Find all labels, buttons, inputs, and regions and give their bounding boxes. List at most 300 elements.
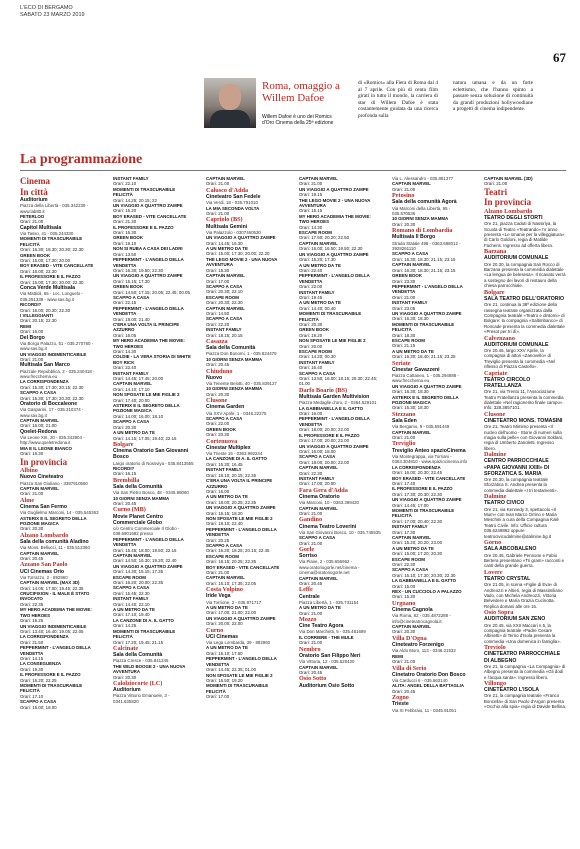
venue-name: Nuovo <box>206 374 223 381</box>
showtimes: Orari: 17.00; 20.00; 22.00 <box>299 438 350 444</box>
venue-address: Via Gasparini, 17 - 035.310374 - www.sas.bg.it <box>20 407 84 418</box>
showtimes: Orari: 16.00; 20.30; 22.30 <box>20 307 71 313</box>
showtimes: Orari: 14.45; 17.00 <box>392 502 429 508</box>
film-title: CAPTAIN MARVEL (3D) <box>484 176 533 181</box>
venue-address: Via Trieste 15 - 0363.992244 <box>206 451 263 457</box>
town-name: Azzano San Paolo <box>20 561 68 569</box>
venue-name: Nuovo Cineteatro <box>20 474 64 481</box>
venue-name: TEATRO CIVICO <box>484 500 525 507</box>
venue-address: Piazza Cattaneo, 1 - 035.294888 - www.frecchema.eu <box>392 373 459 384</box>
showtimes: Orari: 15.10; 17.35; 22.05 <box>206 580 257 586</box>
showtimes: Orari: 20.00; 22.00 <box>206 621 243 627</box>
town-name: Nembro <box>299 645 321 653</box>
town-name: Romano di Lombardia <box>392 227 453 235</box>
film-title: REX - UN CUCCIOLO A PALAZZO <box>392 589 462 595</box>
film-title: BOY ERASED - VITE CANCELLATE <box>392 475 466 481</box>
showtimes: Orari: 16.50; 19.20 <box>206 677 243 683</box>
film-title: IL PROFESSORE E IL PAZZO <box>299 432 360 438</box>
venue-name: Cinema Cagnola <box>392 607 433 614</box>
showtimes: Orari: 20.30 <box>392 221 416 227</box>
venue-address: Via Don Marchetti, 5 - 035.461699 <box>299 629 366 635</box>
film-title: A UN METRO DA TE <box>206 605 248 611</box>
venue-address: Via Mons. Bellucci, 11 - 035.512360 <box>20 545 90 551</box>
venue-name: Multisala San Marco <box>20 362 70 369</box>
showtimes: Orari: 19.10 <box>113 240 137 246</box>
showtimes: Orari: 17.00 <box>206 694 230 700</box>
venue-address: Via Mattioli, 65 - Loc. Longuelo - 035.251339 - www.sas.bg.it <box>20 291 83 302</box>
town-name: Lovere <box>484 568 503 576</box>
venue-name: Trieste <box>392 701 409 708</box>
film-title: INSTANT FAMILY <box>206 467 242 473</box>
town-name: Darfo Boario (BS) <box>299 386 348 394</box>
showtimes: Orari: 21.00 <box>299 540 323 546</box>
venue-name: Sorriso <box>299 553 318 560</box>
film-title: UN VIAGGIO A QUATTRO ZAMPE <box>299 186 369 192</box>
venue-name: Iride Vega <box>206 593 231 600</box>
venue-address: Via San Pietro Bosco, 48 - 0345.98060 <box>113 490 189 496</box>
film-title: A UN METRO DA TE <box>113 430 155 436</box>
showtimes: Orari: 22.30 <box>299 470 323 476</box>
film-title: SCAPPO A CASA <box>20 699 57 705</box>
film-title: PEPPERMINT - L'ANGELO DELLA VENDETTA <box>299 273 370 284</box>
showtimes: Orari: 16.30 <box>20 451 44 457</box>
showtimes: Orari: 16.30; 18.30; 21.15; 23.15 <box>392 267 456 273</box>
film-title: CAPTAIN MARVEL <box>20 550 59 556</box>
event-description: Ore 21.05, in scena «Figlie di Eva» di Andreozzi e Altieri, regia di Massimiliano Vado, con Michela Andreozzi, Vittoria Belvedere e Maria Grazia Cucinotta. Replica domani alle ore 16. <box>484 582 563 609</box>
film-title: UN VIAGGIO INDIMENTICABILE <box>20 351 87 357</box>
teaser-title: Roma, omaggio a Willem Dafoe <box>262 80 340 104</box>
film-title: IL CORRIERE - THE MULE <box>299 634 354 640</box>
venue-name: Cinestar Gavazzeni <box>392 366 440 373</box>
film-title: ESCAPE ROOM <box>299 349 332 354</box>
showtimes: Orari: 21.00 <box>299 181 323 187</box>
showtimes: Orari: 15.30 <box>206 267 230 273</box>
venue-name: Multisala Il Borgo <box>392 234 436 241</box>
showtimes: Orari: 14.50 <box>206 310 230 316</box>
venue-address: Via Palazzolo - 0307460530 <box>206 229 261 235</box>
film-title: 10 GIORNI SENZA MAMMA <box>392 216 449 222</box>
film-title: SCAPPO A CASA <box>206 283 243 289</box>
film-title: BOY ERASED - VITE CANCELLATE <box>206 564 280 570</box>
venue-address: Piazza Medaglie d'oro, 2 - 0364.529101 <box>299 400 377 406</box>
showtimes: Orari: 21.15 <box>392 343 416 349</box>
town-name: Villa D'Ogna <box>392 634 427 642</box>
film-title: SCAPPO A CASA <box>392 251 429 257</box>
film-title: UN VIAGGIO A QUATTRO ZAMPE <box>392 310 462 316</box>
showtimes: Orari: 13.50 <box>113 251 137 257</box>
film-title: CAPTAIN MARVEL <box>392 624 431 630</box>
showtimes: Orari: 22.35 <box>20 601 44 607</box>
listing-column-4 <box>299 176 381 689</box>
venue-name: Cinema Oratorio <box>299 493 340 500</box>
film-title: INSTANT FAMILY <box>299 289 335 295</box>
venue-address: Via Carducci 6 - 035.663140 <box>392 677 448 683</box>
film-title: PEPPERMINT - L'ANGELO DELLA VENDETTA <box>113 536 184 548</box>
film-title: LA CORRISPONDENZA <box>392 464 441 470</box>
town-name: Villongo <box>484 680 507 688</box>
showtimes: Orari: 20.30 <box>299 321 323 327</box>
showtimes: Orari: 13.50; 16.00; 18.15; 20.30; 22.45; 01.00 <box>299 376 378 387</box>
venue-address: Via Leone XIII, 20 - 035.343904 - http://www.qoeletredona.it <box>20 435 85 446</box>
film-title: PETERLOO <box>20 214 45 220</box>
venue-name: Cinema Teatro Loverini <box>299 523 357 530</box>
showtimes: Orari: 16.20; 20.00; 22.35 <box>113 580 164 586</box>
venue-address: Strada Statale 498 - 0363.688012 - 3928261110 <box>392 240 461 252</box>
showtimes: Orari: 16.10; 17.50 <box>206 650 243 656</box>
film-title: MIA E IL LEONE BIANCO <box>20 445 72 451</box>
film-title: LA GABBIANELLA E IL GATTO <box>392 578 457 584</box>
showtimes: Orari: 16.30; 18.40; 21.15; 23.25 <box>392 354 456 360</box>
showtimes: Orari: 20.45 <box>299 581 323 587</box>
showtimes: Orari: 14.40; 00.40 <box>299 305 336 311</box>
film-title: PEPPERMINT - L'ANGELO DELLA VENDETTA <box>392 283 463 295</box>
film-title: A UN METRO DA TE <box>206 645 248 651</box>
film-title: MOMENTI DI TRASCURABILE FELICITÀ <box>113 628 176 640</box>
film-title: GREEN BOOK <box>392 273 423 279</box>
venue-name: Treviglio Anteo spazioCinema <box>392 447 466 454</box>
showtimes: Orari: 21.00 <box>206 211 230 217</box>
film-title: SCAPPO A CASA <box>113 294 150 300</box>
showtimes: Orari: 21.00 <box>206 181 230 187</box>
venue-name: UCI Cinemas <box>206 633 238 640</box>
venue-name: CENTRO PARROCCHIALE «PAPA GIOVANNI XXIII» DI SFORZATICA S. MARIA <box>484 458 550 477</box>
film-title: ESCAPE ROOM <box>392 337 425 343</box>
film-title: REMI <box>20 323 31 329</box>
town-name: Dalmine <box>484 493 507 501</box>
showtimes: Orari: 15.00; 17.30; 20.00; 22.20 <box>206 251 270 257</box>
event-description: Ore 20.45, via XXII Maccari n.5, la compagnia teatrale «Padre Cesare Albisetti» di Terno d'Isola presenta la commedia «Una domenica in famiglia». <box>484 622 561 644</box>
film-title: PEPPERMINT - L'ANGELO DELLA VENDETTA <box>206 526 277 538</box>
venue-name: AUDITORIUM COMUNALE <box>484 341 549 348</box>
lead-text-1: di «Romics» alla Fiera di Roma dal 4 al 7 aprile. Con più di cento film girati in tutto il mondo, la carriera di star di Willem Dafoe è stata costantemente guidata da una ricerca profonda sulla <box>358 80 438 119</box>
film-title: NON SPOSATE LE MIE FIGLIE 2 <box>299 338 366 344</box>
town-name: Capriate <box>484 369 508 377</box>
film-title: RICORDI? <box>113 465 135 471</box>
showtimes: Orari: 20.30 <box>113 674 137 680</box>
film-title: MY HERO ACADEMIA THE MOVIE: TWO HEROES <box>299 213 371 225</box>
town-name: Clusone <box>206 397 228 405</box>
showtimes: Orari: 14.50; 16.30; 19.20; 22.40 <box>113 558 177 564</box>
film-title: ESCAPE ROOM <box>299 230 332 236</box>
showtimes: Orari: 22.00 <box>206 421 230 427</box>
film-title: CAPTAIN MARVEL <box>299 240 338 246</box>
showtimes: Orari: 23.30 <box>392 278 416 284</box>
showtimes: Orari: 17.50; 20.20; 22.50 <box>299 235 350 241</box>
film-title: 10 GIORNI SENZA MAMMA <box>113 495 170 501</box>
venue-name: SALA ABCOBALENO <box>484 546 537 553</box>
showtimes: Orari: 15.00; 17.30; 20.00 <box>20 258 71 264</box>
film-title: SCAPPO A CASA <box>113 585 150 591</box>
showtimes: Orari: 17.10 <box>20 693 44 699</box>
venue-name: Sala Eden <box>392 418 417 425</box>
venue-name: CINETEATRO MONS. TOMASINI <box>484 418 563 424</box>
town-name: Seriate <box>392 359 411 367</box>
film-title: ASTERIX E IL SEGRETO DELLA POZIONE MAGICA <box>20 515 87 527</box>
venue-address: Via Montegrappa, via Torriani - 0363.304810 - www.spaziocinema.info <box>392 453 468 465</box>
film-title: REMI <box>392 653 403 659</box>
town-name: Calolziocorte (LC) <box>113 679 163 687</box>
showtimes: Orari: 19.00; 21.40 <box>113 316 150 322</box>
section-heading: Teatri <box>484 186 508 197</box>
venue-name: Sala della Comunità <box>113 483 163 490</box>
showtimes: Orari: 14.30; 15.15; 17.35 <box>113 569 164 575</box>
town-name: Dalmine <box>484 451 507 459</box>
town-name: Calcinate <box>113 644 139 652</box>
venue-address: Via XXV Aprile, 1 - 0346.22275 <box>206 410 267 416</box>
film-title: MOMENTI DI TRASCURABILE FELICITÀ <box>20 236 83 247</box>
showtimes: Orari: 20.45 <box>206 362 230 368</box>
venue-name: TEATRO CIRCOLO FRATELLANZA <box>484 376 531 389</box>
film-title: MOMENTI DI TRASCURABILE FELICITÀ <box>299 311 362 322</box>
showtimes: Orari: 16.30; 18.30 <box>392 316 429 322</box>
showtimes: Orari: 16.20; 22.25 <box>20 677 57 683</box>
town-name: Osio Sopra <box>484 609 514 617</box>
showtimes: Orari: 16.30; 18.30 <box>392 389 429 395</box>
showtimes: Orari: 20.15; 22.30 <box>20 318 57 324</box>
showtimes: Orari: 15.20; 20.20; 23.00 <box>392 540 443 546</box>
showtimes: Orari: 22.40 <box>113 365 137 371</box>
town-name: Gorno <box>484 539 502 547</box>
town-name: Leffe <box>299 586 313 594</box>
film-title: 10 GIORNI SENZA MAMMA <box>206 356 263 362</box>
teaser-text: Willem Dafoe è uno dei Romics d'Oro Cinema della 25ª edizione <box>262 114 334 127</box>
venue-address: Via Marconi della Libertà, 95 - 035.570536 <box>392 205 451 217</box>
showtimes: Orari: 21.50 <box>20 639 44 645</box>
showtimes: Orari: 13.40; 16.40; 19.05; 22.05 <box>20 628 84 634</box>
film-title: A UN METRO DA TE <box>392 348 434 354</box>
venue-name: Movie Planet Centro Commerciale Globo <box>113 513 163 526</box>
town-name: Gandino <box>299 516 323 524</box>
showtimes: Orari: 20.45 <box>113 500 137 506</box>
town-name: Urgnano <box>392 599 416 607</box>
showtimes: Orari: 15.30; 16.45 <box>206 461 243 467</box>
showtimes: Orari: 14.20; 00.30 <box>299 354 336 360</box>
town-name: Curno (MB) <box>113 506 146 514</box>
film-title: COLDIE - LA VERA STORIA DI WHITE BOY RICK <box>113 354 191 365</box>
film-title: UN VIAGGIO INDIMENTICABILE <box>20 623 87 629</box>
showtimes: Orari: 15.00; 17.30; 20.00; 22.30 <box>20 279 84 285</box>
showtimes: Orari: 21.00 <box>20 356 44 362</box>
showtimes: Orari: 20.45 <box>20 556 44 562</box>
venue-address: Piazzale Repubblica, 2 - 035.240418 - www.frecchema.eu <box>20 368 95 379</box>
showtimes: Orari: 15.15 <box>299 208 323 214</box>
venue-name: Multisala Gemini <box>206 223 248 230</box>
showtimes: Orari: 16.15; 18.20 <box>206 510 243 516</box>
film-title: INSTANT FAMILY <box>113 176 149 181</box>
showtimes: Orari: 20.45 <box>299 669 323 675</box>
showtimes: Orari: 21.00 <box>392 186 416 192</box>
film-title: A UN METRO DA TE <box>113 607 155 613</box>
film-title: GREEN BOOK <box>206 426 237 432</box>
showtimes: Orari: 14.05; 17.00; 19.45; 22.35 <box>20 585 84 591</box>
venue-name: UCI Cinemas Orio <box>20 568 65 575</box>
showtimes: Orari: 16.00; 16.50; 19.50; 22.30 <box>299 246 363 252</box>
film-title: NON SI RUBA A CASA DEI LADRI <box>113 246 183 252</box>
page-number: 67 <box>553 50 566 65</box>
event-description: Ore 21, Teatro Mimimo presenta «Il nucleo dell'uomo - Storie di numeri sulla magia sulla pelle» con Giovanni Soldani, regia di Umberto Zanoletti. Ingresso libero. <box>484 424 564 451</box>
showtimes: Orari: 14.25; 20.15; 22 <box>113 197 157 203</box>
town-name: Bolgare <box>484 288 505 296</box>
showtimes: Orari: 14.25 <box>113 623 137 629</box>
showtimes: Orari: 22.15 <box>113 300 137 306</box>
venue-address: Piazza San Giuliano - 3387910560 <box>20 480 88 486</box>
showtimes: Orari: 20.30 <box>392 629 416 635</box>
showtimes: Orari: 15.30; 17.30; 20.15; 22.30 <box>20 384 84 390</box>
listing-column-3 <box>206 176 288 700</box>
film-title: INSTANT FAMILY <box>392 524 428 530</box>
film-title: CAPTAIN MARVEL <box>113 553 152 558</box>
showtimes: Orari: 22.00 <box>299 284 323 290</box>
showtimes: Orari: 16.00 <box>206 488 230 494</box>
film-title: CAPTAIN MARVEL <box>299 505 338 511</box>
showtimes: Orari: 14.15 <box>20 655 44 661</box>
venue-name: CINETEATRO PARROCCHIALE DI ALBEGNO <box>484 651 561 664</box>
showtimes: Orari: 17.30 <box>392 529 416 535</box>
venue-address: Via Torrazzo, 2 - 892960 <box>20 574 68 580</box>
film-title: LA MIA SECONDA VOLTA <box>206 205 260 211</box>
venue-address: Via Aldo Moro, 113 - 0346.21532 <box>392 648 456 654</box>
venue-name: Centrale <box>299 593 320 600</box>
venue-name: Auditorium <box>113 687 141 694</box>
venue-address: Via Tasso, 41 - 035.244330 <box>20 231 74 237</box>
film-title: NON SPOSATE LE MIE FIGLIE 2 <box>206 672 273 678</box>
film-title: CAPTAIN MARVEL <box>206 176 245 181</box>
film-title: SCAPPO A CASA <box>299 535 336 541</box>
venue-address: Via Bergamo, 9 - 035.591449 <box>392 424 450 430</box>
showtimes: Orari: 21.30 <box>113 219 137 225</box>
film-title: IL PROFESSORE E IL PAZZO <box>20 672 81 678</box>
film-title: LA GABBIANELLA E IL GATTO <box>299 405 364 411</box>
showtimes: Orari: 17.00 <box>206 278 230 284</box>
venue-name: Sala della comunità Agorà <box>392 199 457 206</box>
showtimes: Orari: 20.25 <box>206 537 230 543</box>
showtimes: Orari: 18.00; 20.00; 22.00 <box>299 427 350 433</box>
venue-name: Auditorium Osio Sotto <box>299 682 355 689</box>
town-name: Stezzano <box>392 410 416 418</box>
film-title: NON SPOSATE LE MIE FIGLIE 2 <box>206 515 273 521</box>
venue-address: Piazza Vittorio Emanuele, 3 - 0341.635820 <box>113 693 170 704</box>
film-title: SCAPPO A CASA <box>299 454 336 460</box>
venue-address: Via L. Alessandro - 035.881377 <box>392 176 454 181</box>
venue-name: AUDITORIUM COMUNALE <box>484 255 549 262</box>
town-name: Capriolo (BS) <box>206 216 243 224</box>
film-title: INSTANT FAMILY <box>113 370 149 376</box>
showtimes: Orari: 18.10; 20.15; 22.35 <box>206 472 257 478</box>
showtimes: Orari: 21.00 <box>299 640 323 646</box>
film-title: CAPTAIN MARVEL <box>299 575 338 581</box>
showtimes: Orari: 15.45; 22.30 <box>113 590 150 596</box>
town-name: Mozzo <box>299 616 317 624</box>
film-title: MOMENTI DI TRASCURABILE FELICITÀ <box>113 186 176 198</box>
film-title: CAPTAIN MARVEL (MAX 3D) <box>20 580 80 586</box>
town-name: Osio Sotto <box>299 675 327 683</box>
film-title: UN VIAGGIO A QUATTRO ZAMPE <box>392 497 462 503</box>
section-heading: In provincia <box>20 456 68 467</box>
film-title: A UN METRO DA TE <box>206 494 248 500</box>
film-title: CAPTAIN MARVEL <box>206 575 245 581</box>
film-title: SCAPPO A CASA <box>206 416 243 422</box>
showtimes: Orari: 20.30; 22.10 <box>206 289 243 295</box>
film-title: THE LEGO MOVIE 2 - UNA NUOVA AVVENTURA <box>299 197 371 209</box>
film-title: CAPTAIN MARVEL <box>299 465 338 471</box>
venue-name: Capitol Multisala <box>20 224 62 231</box>
venue-name: Del Borgo <box>20 334 45 341</box>
film-title: PEPPERMINT - L'ANGELO DELLA VENDETTA <box>299 416 370 427</box>
film-title: INSTANT FAMILY <box>299 475 335 481</box>
venue-name: CINETEATRO L'ISOLA <box>484 687 540 694</box>
showtimes: Orari: 17.30; 20.30; 22.30 <box>392 491 443 497</box>
film-title: ESCAPE ROOM <box>113 574 146 580</box>
showtimes: Orari: 22.40 <box>299 267 323 273</box>
film-title: A UN METRO DA TE <box>299 262 341 268</box>
event-description: Ore 21, la compagnia «La Compagnia» di Albegno presenta la commedia «Gli dodi e l'acqua santa». Ingresso libero. <box>484 663 566 680</box>
showtimes: Orari: 16.00; 20.30; 22.45 <box>392 470 443 476</box>
venue-address: Via Lega Lombarda, 39 - 892960 <box>206 640 271 646</box>
film-title: A UN METRO DA TE <box>206 246 248 252</box>
showtimes: Orari: 18.00; 20.25; 22.35 <box>206 499 257 505</box>
film-title: C'ERA UNA VOLTA IL PRINCIPE AZZURRO <box>113 321 180 333</box>
film-title: MY HERO ACADEMIA THE MOVIE: TWO HEROES <box>20 607 92 618</box>
newspaper-name: L'ECO DI BERGAMO <box>20 5 73 11</box>
venue-name: Oratorio San Filippo Neri <box>299 652 361 659</box>
film-title: THE WILD BOOGE 2 - UNA NUOVA AVVENTURA <box>113 663 186 675</box>
town-name: Costa Volpino <box>206 586 243 594</box>
venue-address: Via Borgo Palazzo, 51 - 035.270760 - www.sas.bg.it <box>20 340 94 352</box>
film-title: IL PROFESSORE E IL PAZZO <box>113 224 174 230</box>
venue-name: Qoelet-Redona <box>20 428 57 435</box>
film-title: ALITA: ANGEL DELLA BATTAGLIA <box>392 683 465 689</box>
film-title: LA CORRISPONDENZA <box>20 634 69 640</box>
section-title: La programmazione <box>20 152 143 167</box>
town-name: Albino <box>20 467 38 475</box>
showtimes: Orari: 16.00; 21.00 <box>20 423 57 429</box>
showtimes: Orari: 21.00 <box>206 570 230 575</box>
film-title: CAPTAIN MARVEL <box>392 429 431 435</box>
showtimes: Orari: 17.00; 20.00 <box>299 481 336 487</box>
town-name: Casazza <box>206 337 228 345</box>
town-name: Cortenuova <box>206 437 238 445</box>
section-rule <box>20 170 566 171</box>
film-title: C'ERA UNA VOLTA IL PRINCIPE AZZURRO <box>206 478 273 489</box>
venue-address: Piazza della Libertà - 035.342239 - www.lab80.it <box>20 203 89 214</box>
town-name: Bolgare <box>113 440 134 448</box>
town-name: Chiuduno <box>206 367 233 375</box>
showtimes: Orari: 14.45; 22.35; 01.00 <box>206 667 257 673</box>
film-title: MOMENTI DI TRASCURABILE FELICITÀ <box>392 507 455 519</box>
showtimes: Orari: 19.15 <box>299 192 323 198</box>
film-title: PEPPERMINT - L'ANGELO DELLA VENDETTA <box>113 257 184 268</box>
showtimes: Orari: 16.30; 18.30; 21.15; 23.15 <box>392 256 456 262</box>
film-title: UN VIAGGIO A QUATTRO ZAMPE <box>299 251 369 257</box>
film-title: PEPPERMINT - L'ANGELO DELLA VENDETTA <box>20 645 91 656</box>
town-name: Alme <box>20 496 35 504</box>
showtimes: Orari: 21.00 <box>392 435 416 441</box>
film-title: CAPTAIN MARVEL <box>20 418 59 424</box>
showtimes: Orari: 15.00 <box>392 583 416 589</box>
town-name: Villa di Serio <box>392 664 427 672</box>
venue-name: AUDITORIUM SAN ZENO <box>484 616 546 623</box>
venue-name: TEATRO DEGLI STORTI <box>484 215 543 222</box>
film-title: ESCAPE ROOM <box>206 294 239 300</box>
film-title: PEPPERMINT - L'ANGELO DELLA VENDETTA <box>206 656 277 667</box>
town-name: Petosino <box>392 192 415 200</box>
town-name: Zogno <box>392 694 409 702</box>
venue-address: Via Vittoria, 12 - 035.520420 <box>299 659 355 665</box>
showtimes: Orari: 19.45 <box>299 294 323 300</box>
film-title: LA CANZONE DI A. IL GATTO <box>206 456 267 462</box>
showtimes: Orari: 16.30; 18.30; 20.30; 22.30 <box>20 247 84 253</box>
film-title: UN VIAGGIO A QUATTRO ZAMPE <box>206 505 276 511</box>
